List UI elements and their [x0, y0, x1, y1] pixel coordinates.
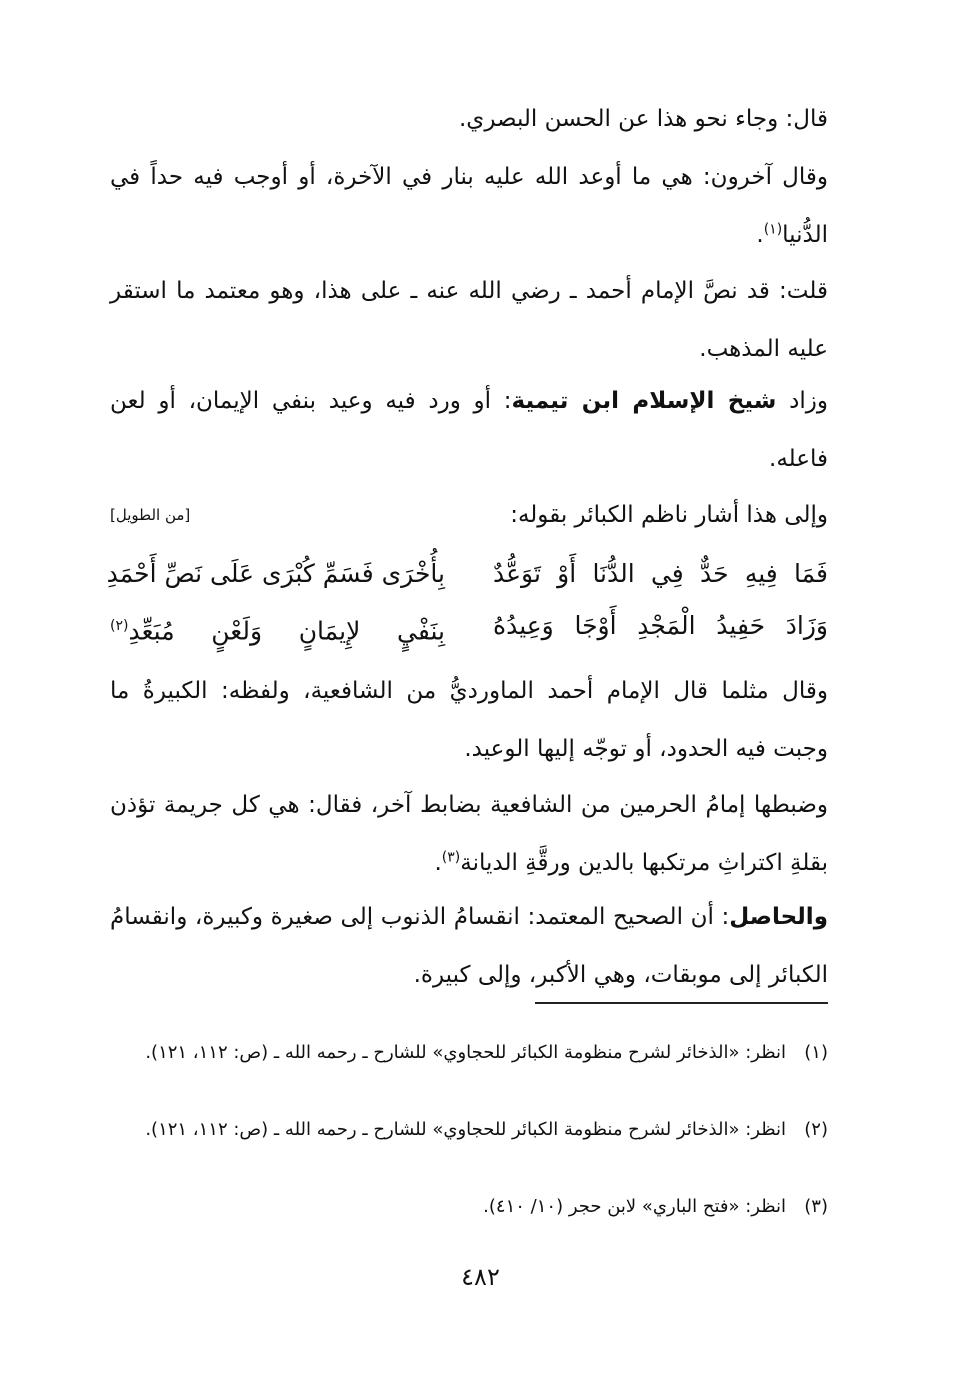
conclusion-label: والحاصل — [729, 904, 828, 930]
paragraph-text: وزاد — [789, 388, 829, 414]
paragraph-ibn-taymiyyah — [110, 372, 828, 488]
paragraph-others-definition — [110, 148, 828, 264]
footnote-text: انظر: «الذخائر لشرح منظومة الكبائر للحجاوي» للشارح ـ رحمه الله ـ (ص: ١١٢، ١٢١). — [145, 1042, 786, 1063]
paragraph-text: : أو ورد فيه وعيد بنفي الإيمان، أو لعن فاعله. — [110, 388, 828, 472]
footnote-ref-1[interactable]: (١) — [763, 221, 783, 238]
footnote-number: (٢) — [804, 1119, 828, 1140]
verse-2-first-hemistich: وَزَادَ حَفِيدُ الْمَجْدِ أَوْجَا وَعِيدُهُ — [493, 611, 828, 640]
paragraph-text: وقال مثلما قال الإمام أحمد الماورديُّ من الشافعية، ولفظه: الكبيرةُ ما وجبت فيه الحدود، أو توجّه إليها الوعيد. — [110, 678, 828, 762]
footnote-number: (١) — [804, 1042, 828, 1063]
paragraph-imam-haramayn — [110, 776, 828, 892]
verse-1-second-hemistich: بِأُخْرَى فَسَمِّ كُبْرَى عَلَى نَصِّ أَحْمَدِ — [106, 559, 445, 588]
paragraph-conclusion — [110, 888, 828, 1004]
footnote-number: (٣) — [804, 1196, 828, 1217]
paragraph-mawardi — [110, 662, 828, 778]
poem-intro — [110, 490, 828, 540]
verse-2 — [110, 600, 828, 652]
footnote-2 — [110, 1112, 828, 1148]
paragraph-text: وضبطها إمامُ الحرمين من الشافعية بضابط آخر، فقال: هي كل جريمة تؤذن بقلةِ اكتراثِ مرتكبها بالدين ورقَّةِ الديانة — [110, 792, 828, 876]
footnote-ref-3[interactable]: (٣) — [441, 849, 461, 866]
page-number: ٤٨٢ — [461, 1263, 500, 1291]
verse-2-second-hemistich — [110, 600, 445, 657]
paragraph-text: : أن الصحيح المعتمد: انقسامُ الذنوب إلى صغيرة وكبيرة، وانقسامُ الكبائر إلى موبقات، وهي الأكبر، وإلى كبيرة. — [110, 904, 828, 988]
scholar-name: شيخ الإسلام ابن تيمية — [511, 388, 777, 414]
poem-meter: [من الطويل] — [110, 506, 191, 524]
paragraph-imam-ahmad — [110, 262, 828, 378]
footnote-text: انظر: «فتح الباري» لابن حجر (١٠/ ٤١٠). — [483, 1196, 786, 1217]
paragraph-text: وقال آخرون: هي ما أوعد الله عليه بنار في الآخرة، أو أوجب فيه حداً في الدُّنيا — [110, 164, 828, 248]
verse-1-first-hemistich: فَمَا فِيهِ حَدٌّ فِي الدُّنَا أَوْ تَوَعُّدٌ — [493, 559, 828, 588]
footnote-1 — [110, 1035, 828, 1071]
paragraph-text: قلت: قد نصَّ الإمام أحمد ـ رضي الله عنه ـ على هذا، وهو معتمد ما استقر عليه المذهب. — [110, 278, 828, 362]
verse-1 — [106, 548, 828, 600]
footnote-3 — [110, 1189, 828, 1225]
paragraph-end: . — [434, 850, 442, 876]
paragraph-end: . — [756, 222, 764, 248]
verse-2-second-text: بِنَفْيٍ لإِيمَانٍ وَلَعْنٍ مُبَعِّدِ — [128, 616, 445, 646]
footnote-text: انظر: «الذخائر لشرح منظومة الكبائر للحجاوي» للشارح ـ رحمه الله ـ (ص: ١١٢، ١٢١). — [145, 1119, 786, 1140]
paragraph-text: قال: وجاء نحو هذا عن الحسن البصري. — [459, 106, 828, 132]
footnote-ref-2[interactable]: (٢) — [110, 618, 129, 634]
poem-intro-text: وإلى هذا أشار ناظم الكبائر بقوله: — [510, 502, 828, 528]
paragraph-hasan-basri — [110, 90, 828, 148]
footnote-separator — [535, 1002, 828, 1004]
